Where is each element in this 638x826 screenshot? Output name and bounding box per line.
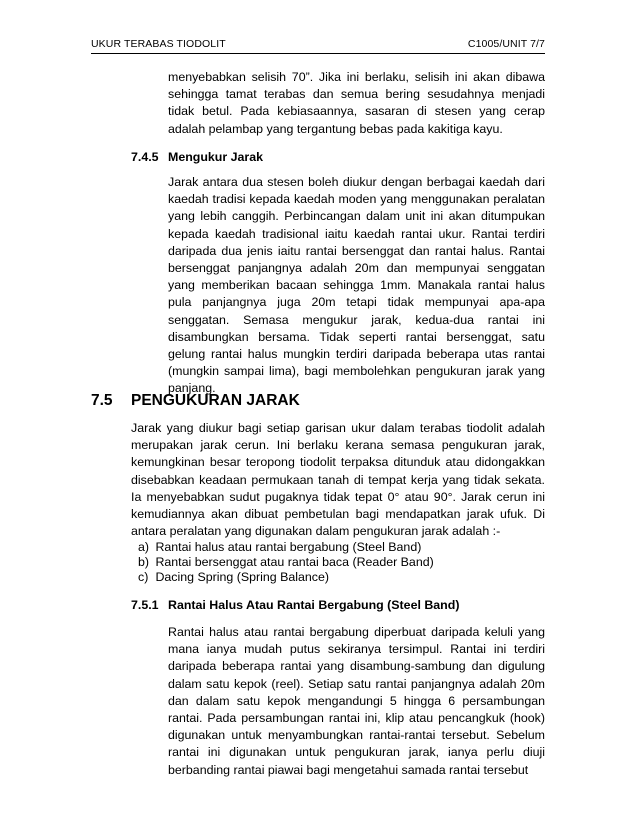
paragraph-745: Jarak antara dua stesen boleh diukur dengan berbagai kaedah dari kaedah tradisi kepada kaedah moden yang menggunakan peralatan yang lebih canggih. Perbincangan dalam unit ini akan ditumpukan kepada kaedah tradisional iaitu kaedah rantai ukur. Rantai terdiri daripada dua jenis iaitu rantai bersenggat dan rantai halus. Rantai bersenggat panjangnya adalah 20m dan mempunyai senggatan yang memberikan bacaan sehingga 1mm. Manakala rantai halus pula panjangnya juga 20m tetapi tidak mempunyai apa-apa senggatan. Semasa mengukur jarak, kedua-dua rantai ini disambungkan bersama. Tidak seperti rantai bersenggat, satu gelung rantai halus mungkin terdiri daripada beberapa utas rantai (mungkin sampai lima), bagi membolehkan pengukuran jarak yang panjang. <box>168 175 545 396</box>
list-item-text: Rantai halus atau rantai bergabung (Steel Band) <box>155 540 422 554</box>
section-75-number: 7.5 <box>91 392 113 409</box>
running-header-page-ref: C1005/UNIT 7/7 <box>467 38 545 50</box>
list-item <box>138 555 434 570</box>
paragraph-751: Rantai halus atau rantai bergabung diperbuat daripada keluli yang mana ianya mudah putus sekiranya tersimpul. Rantai ini terdiri daripada beberapa rantai yang disambung-sambung dan digulung dalam satu kepok (reel). Setiap satu rantai panjangnya adalah 20m dan dalam satu kepok mengandungi 5 hingga 6 persambungan rantai. Pada persambungan rantai ini, klip atau pencangkuk (hook) digunakan untuk menyambungkan rantai-rantai tersebut. Sebelum rantai ini digunakan untuk pengukuran jarak, ianya perlu diuji berbanding rantai piawai bagi mengetahui samada rantai tersebut <box>168 625 545 777</box>
list-marker: b) <box>138 555 150 569</box>
list-marker: a) <box>138 540 150 554</box>
paragraph-75: Jarak yang diukur bagi setiap garisan ukur dalam terabas tiodolit adalah merupakan jarak cerun. Ini berlaku kerana semasa pengukuran jarak, kemungkinan besar teropong tiodolit terpaksa ditunduk atau didongakkan disebabkan keadaan permukaan tanah di tempat kerja yang tidak sekata. Ia menyebabkan sudut pugaknya tidak tepat 0° atau 90°. Jarak cerun ini kemudiannya akan dibuat pembetulan bagi mendapatkan jarak ufuk. Di antara peralatan yang digunakan dalam pengukuran jarak adalah :- <box>131 421 545 539</box>
list-marker: c) <box>138 570 149 584</box>
list-item-text: Dacing Spring (Spring Balance) <box>155 570 330 584</box>
intro-paragraph: menyebabkan selisih 70”. Jika ini berlaku, selisih ini akan dibawa sehingga tamat terabas dan semua bering sesudahnya menjadi tidak betul. Pada kebiasaannya, sasaran di stesen yang cerap adalah pelambap yang tergantung bebas pada kakitiga kayu. <box>168 70 545 136</box>
running-header-title: UKUR TERABAS TIODOLIT <box>91 38 226 50</box>
section-75-title: PENGUKURAN JARAK <box>131 392 300 409</box>
header-divider <box>91 53 545 54</box>
list-item <box>138 570 434 585</box>
list-item <box>138 540 434 555</box>
subsection-745-number: 7.4.5 <box>131 150 159 164</box>
subsection-751-number: 7.5.1 <box>131 598 159 612</box>
subsection-745-title: Mengukur Jarak <box>168 150 264 164</box>
equipment-list <box>138 540 434 585</box>
subsection-751-title: Rantai Halus Atau Rantai Bergabung (Steel Band) <box>168 598 460 612</box>
list-item-text: Rantai bersenggat atau rantai baca (Reader Band) <box>155 555 434 569</box>
